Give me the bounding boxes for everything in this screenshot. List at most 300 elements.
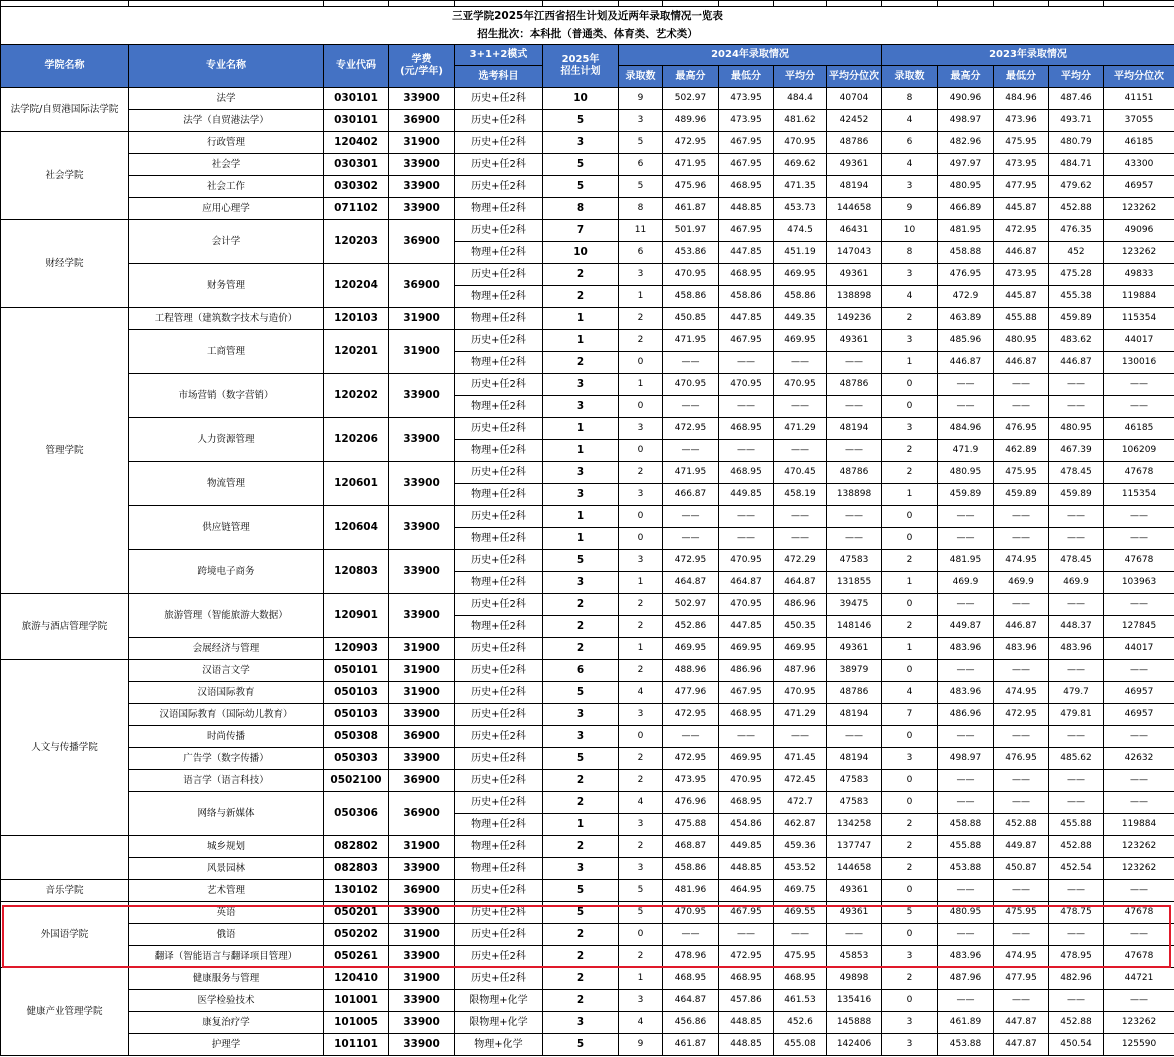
- y2023-max-score: ——: [938, 990, 994, 1012]
- subject-combo: 历史+任2科: [455, 506, 543, 528]
- y2023-max-score: 455.88: [938, 836, 994, 858]
- y2023-count: 3: [882, 330, 938, 352]
- y2023-max-score: 484.96: [938, 418, 994, 440]
- y2024-avg-rank: 47583: [827, 550, 882, 572]
- y2023-max-score: 482.96: [938, 132, 994, 154]
- table-subtitle: 招生批次：本科批（普通类、体育类、艺术类）: [1, 25, 1174, 45]
- y2023-avg-rank: ——: [1104, 726, 1174, 748]
- y2024-avg-score: 469.75: [774, 880, 827, 902]
- y2024-max-score: 453.86: [663, 242, 719, 264]
- tuition: 36900: [389, 220, 455, 264]
- y2023-avg-rank: 49096: [1104, 220, 1174, 242]
- table-row: [1, 594, 1174, 616]
- y2023-avg-score: 479.62: [1049, 176, 1104, 198]
- plan-2025: 1: [543, 440, 619, 462]
- plan-2025: 7: [543, 220, 619, 242]
- y2024-avg-rank: 48786: [827, 132, 882, 154]
- y2023-count: 4: [882, 154, 938, 176]
- y2023-min-score: 483.96: [994, 638, 1049, 660]
- y2023-avg-score: ——: [1049, 594, 1104, 616]
- y2023-min-score: 473.95: [994, 264, 1049, 286]
- y2024-min-score: 464.87: [719, 572, 774, 594]
- y2023-min-score: 445.87: [994, 286, 1049, 308]
- y2023-avg-rank: 44721: [1104, 968, 1174, 990]
- subject-combo: 历史+任2科: [455, 946, 543, 968]
- y2023-max-score: ——: [938, 924, 994, 946]
- y2024-count: 1: [619, 968, 663, 990]
- table-row: [1, 836, 1174, 858]
- y2023-avg-score: 479.7: [1049, 682, 1104, 704]
- y2023-avg-rank: 123262: [1104, 198, 1174, 220]
- tuition: 36900: [389, 264, 455, 308]
- plan-2025: 10: [543, 242, 619, 264]
- y2023-min-score: ——: [994, 726, 1049, 748]
- plan-2025: 2: [543, 836, 619, 858]
- y2023-avg-rank: 46957: [1104, 704, 1174, 726]
- major-code: 120206: [324, 418, 389, 462]
- major-name: 俄语: [129, 924, 324, 946]
- plan-2025: 2: [543, 352, 619, 374]
- y2023-min-score: 477.95: [994, 176, 1049, 198]
- y2023-avg-score: 485.62: [1049, 748, 1104, 770]
- y2024-min-score: 447.85: [719, 242, 774, 264]
- y2024-max-score: 502.97: [663, 594, 719, 616]
- subject-combo: 历史+任2科: [455, 330, 543, 352]
- y2023-max-score: 497.97: [938, 154, 994, 176]
- y2024-min-score: 468.95: [719, 176, 774, 198]
- subject-combo: 物理+任2科: [455, 528, 543, 550]
- y2024-max-score: 472.95: [663, 748, 719, 770]
- y2023-avg-rank: 103963: [1104, 572, 1174, 594]
- header-2024-rank: 平均分位次: [827, 66, 882, 88]
- subject-combo: 历史+任2科: [455, 462, 543, 484]
- y2023-count: 2: [882, 616, 938, 638]
- major-code: 0502100: [324, 770, 389, 792]
- y2023-avg-rank: 119884: [1104, 814, 1174, 836]
- y2024-max-score: 472.95: [663, 704, 719, 726]
- y2024-min-score: 473.95: [719, 110, 774, 132]
- y2024-avg-rank: 137747: [827, 836, 882, 858]
- table-row: [1, 748, 1174, 770]
- y2023-avg-rank: ——: [1104, 594, 1174, 616]
- y2024-max-score: 456.86: [663, 1012, 719, 1034]
- y2024-min-score: 457.86: [719, 990, 774, 1012]
- y2024-max-score: 469.95: [663, 638, 719, 660]
- y2024-avg-score: 453.52: [774, 858, 827, 880]
- y2023-count: 3: [882, 264, 938, 286]
- y2024-min-score: 449.85: [719, 836, 774, 858]
- y2024-avg-score: 472.7: [774, 792, 827, 814]
- y2023-min-score: ——: [994, 990, 1049, 1012]
- major-code: 082802: [324, 836, 389, 858]
- y2023-avg-rank: 130016: [1104, 352, 1174, 374]
- y2023-avg-score: 479.81: [1049, 704, 1104, 726]
- table-row: [1, 1012, 1174, 1034]
- y2024-max-score: ——: [663, 924, 719, 946]
- y2023-max-score: 458.88: [938, 814, 994, 836]
- y2023-avg-score: ——: [1049, 660, 1104, 682]
- y2024-min-score: ——: [719, 396, 774, 418]
- major-code: 120604: [324, 506, 389, 550]
- y2024-avg-rank: 138898: [827, 286, 882, 308]
- table-row: [1, 132, 1174, 154]
- y2024-count: 3: [619, 990, 663, 1012]
- y2024-min-score: 467.95: [719, 682, 774, 704]
- y2024-min-score: ——: [719, 726, 774, 748]
- major-name: 工程管理（建筑数字技术与造价）: [129, 308, 324, 330]
- y2024-count: 3: [619, 264, 663, 286]
- y2024-avg-rank: 149236: [827, 308, 882, 330]
- y2024-min-score: ——: [719, 506, 774, 528]
- y2024-max-score: 470.95: [663, 264, 719, 286]
- y2023-count: 1: [882, 638, 938, 660]
- tuition: 36900: [389, 770, 455, 792]
- y2024-max-score: 470.95: [663, 902, 719, 924]
- y2023-max-score: ——: [938, 880, 994, 902]
- y2023-count: 2: [882, 814, 938, 836]
- plan-2025: 3: [543, 462, 619, 484]
- y2023-count: 1: [882, 352, 938, 374]
- plan-2025: 3: [543, 704, 619, 726]
- y2024-min-score: 470.95: [719, 594, 774, 616]
- y2024-avg-score: 471.29: [774, 418, 827, 440]
- y2023-avg-score: 452.54: [1049, 858, 1104, 880]
- header-mode: 3+1+2模式: [455, 45, 543, 66]
- subject-combo: 物理+任2科: [455, 858, 543, 880]
- y2024-avg-rank: 147043: [827, 242, 882, 264]
- college-name: 健康产业管理学院: [1, 968, 129, 1056]
- y2023-avg-score: 467.39: [1049, 440, 1104, 462]
- table-body: [1, 1, 1174, 1056]
- header-2023-avg: 平均分: [1049, 66, 1104, 88]
- plan-2025: 10: [543, 88, 619, 110]
- table-row: [1, 418, 1174, 440]
- table-row: [1, 682, 1174, 704]
- major-code: 030302: [324, 176, 389, 198]
- y2023-min-score: 445.87: [994, 198, 1049, 220]
- subject-combo: 历史+任2科: [455, 792, 543, 814]
- college-name: 社会学院: [1, 132, 129, 220]
- y2024-max-score: 501.97: [663, 220, 719, 242]
- subject-combo: 限物理+化学: [455, 1012, 543, 1034]
- y2024-avg-rank: 145888: [827, 1012, 882, 1034]
- plan-2025: 2: [543, 638, 619, 660]
- subject-combo: 物理+任2科: [455, 440, 543, 462]
- y2024-max-score: 489.96: [663, 110, 719, 132]
- y2023-max-score: 483.96: [938, 682, 994, 704]
- y2023-count: 0: [882, 990, 938, 1012]
- tuition: 31900: [389, 330, 455, 374]
- y2023-avg-score: ——: [1049, 726, 1104, 748]
- table-row: [1, 770, 1174, 792]
- y2023-avg-rank: 123262: [1104, 858, 1174, 880]
- y2024-count: 6: [619, 154, 663, 176]
- y2023-max-score: 480.95: [938, 176, 994, 198]
- y2023-max-score: 476.95: [938, 264, 994, 286]
- y2023-max-score: 486.96: [938, 704, 994, 726]
- plan-2025: 1: [543, 814, 619, 836]
- major-code: 120103: [324, 308, 389, 330]
- subject-combo: 物理+任2科: [455, 352, 543, 374]
- y2024-avg-score: 484.4: [774, 88, 827, 110]
- y2023-min-score: 484.96: [994, 88, 1049, 110]
- plan-2025: 3: [543, 572, 619, 594]
- tuition: 33900: [389, 594, 455, 638]
- major-name: 翻译（智能语言与翻译项目管理）: [129, 946, 324, 968]
- plan-2025: 1: [543, 506, 619, 528]
- y2023-max-score: 453.88: [938, 1034, 994, 1056]
- y2024-avg-score: 472.45: [774, 770, 827, 792]
- y2023-count: 10: [882, 220, 938, 242]
- plan-2025: 2: [543, 968, 619, 990]
- table-row: [1, 176, 1174, 198]
- y2023-max-score: ——: [938, 660, 994, 682]
- major-code: 050308: [324, 726, 389, 748]
- y2024-count: 1: [619, 572, 663, 594]
- y2023-avg-rank: ——: [1104, 374, 1174, 396]
- header-2024: 2024年录取情况: [619, 45, 882, 66]
- y2024-min-score: 467.95: [719, 330, 774, 352]
- y2023-avg-score: 446.87: [1049, 352, 1104, 374]
- y2024-avg-rank: 40704: [827, 88, 882, 110]
- y2023-min-score: 472.95: [994, 220, 1049, 242]
- y2024-avg-score: 471.29: [774, 704, 827, 726]
- y2024-min-score: 470.95: [719, 550, 774, 572]
- y2023-avg-score: 483.62: [1049, 330, 1104, 352]
- y2023-min-score: 459.89: [994, 484, 1049, 506]
- y2023-max-score: 469.9: [938, 572, 994, 594]
- y2023-avg-score: ——: [1049, 990, 1104, 1012]
- y2023-avg-score: 483.96: [1049, 638, 1104, 660]
- y2023-min-score: 475.95: [994, 462, 1049, 484]
- tuition: 31900: [389, 968, 455, 990]
- y2024-avg-score: ——: [774, 440, 827, 462]
- y2024-avg-score: 451.19: [774, 242, 827, 264]
- y2023-min-score: ——: [994, 770, 1049, 792]
- major-name: 行政管理: [129, 132, 324, 154]
- y2024-avg-rank: 135416: [827, 990, 882, 1012]
- y2024-avg-rank: 48786: [827, 462, 882, 484]
- y2024-avg-score: 468.95: [774, 968, 827, 990]
- y2023-max-score: 459.89: [938, 484, 994, 506]
- major-name: 会展经济与管理: [129, 638, 324, 660]
- y2024-avg-score: 481.62: [774, 110, 827, 132]
- y2024-max-score: 468.87: [663, 836, 719, 858]
- y2023-min-score: 477.95: [994, 968, 1049, 990]
- y2023-avg-score: 476.35: [1049, 220, 1104, 242]
- tuition: 33900: [389, 1034, 455, 1056]
- y2023-count: 2: [882, 858, 938, 880]
- y2023-count: 0: [882, 924, 938, 946]
- y2023-count: 3: [882, 418, 938, 440]
- y2024-avg-rank: 48786: [827, 374, 882, 396]
- major-code: 050306: [324, 792, 389, 836]
- major-name: 应用心理学: [129, 198, 324, 220]
- y2024-count: 0: [619, 924, 663, 946]
- y2023-min-score: 447.87: [994, 1012, 1049, 1034]
- college-name: 人文与传播学院: [1, 660, 129, 836]
- y2023-max-score: 472.9: [938, 286, 994, 308]
- major-name: 法学（自贸港法学）: [129, 110, 324, 132]
- table-row: [1, 902, 1174, 924]
- major-name: 医学检验技术: [129, 990, 324, 1012]
- plan-2025: 8: [543, 198, 619, 220]
- major-name: 跨境电子商务: [129, 550, 324, 594]
- y2024-avg-rank: 49361: [827, 154, 882, 176]
- y2023-avg-rank: ——: [1104, 792, 1174, 814]
- y2024-avg-score: 469.95: [774, 638, 827, 660]
- y2024-count: 0: [619, 440, 663, 462]
- y2023-avg-rank: 37055: [1104, 110, 1174, 132]
- y2023-avg-rank: 123262: [1104, 836, 1174, 858]
- major-code: 120410: [324, 968, 389, 990]
- y2024-min-score: 467.95: [719, 132, 774, 154]
- table-row: [1, 506, 1174, 528]
- plan-2025: 2: [543, 616, 619, 638]
- tuition: 33900: [389, 990, 455, 1012]
- subject-combo: 历史+任2科: [455, 594, 543, 616]
- plan-2025: 5: [543, 682, 619, 704]
- major-code: 050101: [324, 660, 389, 682]
- y2023-count: 0: [882, 396, 938, 418]
- subject-combo: 历史+任2科: [455, 704, 543, 726]
- y2023-max-score: 449.87: [938, 616, 994, 638]
- table-row: [1, 374, 1174, 396]
- tuition: 33900: [389, 858, 455, 880]
- y2024-max-score: 472.95: [663, 132, 719, 154]
- major-name: 汉语言文学: [129, 660, 324, 682]
- y2023-avg-rank: 47678: [1104, 902, 1174, 924]
- y2023-count: 3: [882, 946, 938, 968]
- plan-2025: 1: [543, 528, 619, 550]
- y2024-avg-rank: 49361: [827, 330, 882, 352]
- y2023-min-score: ——: [994, 594, 1049, 616]
- major-name: 健康服务与管理: [129, 968, 324, 990]
- y2024-avg-rank: 47583: [827, 792, 882, 814]
- y2023-max-score: 463.89: [938, 308, 994, 330]
- y2024-avg-rank: 49361: [827, 264, 882, 286]
- y2023-avg-rank: ——: [1104, 770, 1174, 792]
- major-name: 语言学（语言科技）: [129, 770, 324, 792]
- y2024-count: 2: [619, 748, 663, 770]
- y2024-min-score: 468.95: [719, 704, 774, 726]
- y2023-count: 3: [882, 1034, 938, 1056]
- y2024-avg-score: 471.45: [774, 748, 827, 770]
- y2023-count: 5: [882, 902, 938, 924]
- table-row: [1, 704, 1174, 726]
- plan-2025: 2: [543, 946, 619, 968]
- y2024-count: 3: [619, 704, 663, 726]
- y2024-max-score: 475.96: [663, 176, 719, 198]
- y2023-avg-score: 478.95: [1049, 946, 1104, 968]
- y2023-avg-rank: 42632: [1104, 748, 1174, 770]
- y2024-avg-rank: 49361: [827, 880, 882, 902]
- header-2023-min: 最低分: [994, 66, 1049, 88]
- y2023-avg-score: 478.45: [1049, 462, 1104, 484]
- y2023-avg-rank: 43300: [1104, 154, 1174, 176]
- table-row: [1, 638, 1174, 660]
- y2023-avg-score: 482.96: [1049, 968, 1104, 990]
- y2023-count: 0: [882, 792, 938, 814]
- table-row: [1, 330, 1174, 352]
- major-name: 风景园林: [129, 858, 324, 880]
- plan-2025: 1: [543, 418, 619, 440]
- table-row: [1, 154, 1174, 176]
- y2023-count: 2: [882, 968, 938, 990]
- y2024-avg-score: ——: [774, 352, 827, 374]
- subject-combo: 历史+任2科: [455, 726, 543, 748]
- subject-combo: 物理+任2科: [455, 616, 543, 638]
- y2024-avg-score: 462.87: [774, 814, 827, 836]
- major-name: 会计学: [129, 220, 324, 264]
- table-row: [1, 264, 1174, 286]
- y2024-avg-rank: 47583: [827, 770, 882, 792]
- plan-2025: 5: [543, 110, 619, 132]
- plan-2025: 3: [543, 396, 619, 418]
- tuition: 33900: [389, 176, 455, 198]
- y2023-avg-rank: 49833: [1104, 264, 1174, 286]
- y2024-max-score: ——: [663, 506, 719, 528]
- major-name: 护理学: [129, 1034, 324, 1056]
- y2024-max-score: 464.87: [663, 572, 719, 594]
- y2024-avg-score: 464.87: [774, 572, 827, 594]
- table-row: [1, 198, 1174, 220]
- y2024-avg-score: 470.45: [774, 462, 827, 484]
- plan-2025: 3: [543, 484, 619, 506]
- y2024-avg-score: 469.95: [774, 330, 827, 352]
- y2023-avg-score: ——: [1049, 528, 1104, 550]
- plan-2025: 2: [543, 286, 619, 308]
- y2023-avg-rank: 41151: [1104, 88, 1174, 110]
- y2024-max-score: 476.96: [663, 792, 719, 814]
- y2023-count: 0: [882, 506, 938, 528]
- header-2023-count: 录取数: [882, 66, 938, 88]
- table-row: [1, 220, 1174, 242]
- y2023-min-score: ——: [994, 792, 1049, 814]
- y2023-max-score: 485.96: [938, 330, 994, 352]
- table-row: [1, 88, 1174, 110]
- subject-combo: 历史+任2科: [455, 682, 543, 704]
- y2023-avg-score: 480.79: [1049, 132, 1104, 154]
- y2023-max-score: 487.96: [938, 968, 994, 990]
- y2024-max-score: 471.95: [663, 462, 719, 484]
- y2024-avg-score: 459.36: [774, 836, 827, 858]
- y2024-avg-score: 455.08: [774, 1034, 827, 1056]
- major-code: 120901: [324, 594, 389, 638]
- y2024-avg-rank: 45853: [827, 946, 882, 968]
- y2023-max-score: ——: [938, 770, 994, 792]
- plan-2025: 5: [543, 154, 619, 176]
- y2024-count: 2: [619, 660, 663, 682]
- y2024-max-score: 471.95: [663, 154, 719, 176]
- tuition: 33900: [389, 374, 455, 418]
- subject-combo: 物理+任2科: [455, 484, 543, 506]
- y2023-min-score: 446.87: [994, 616, 1049, 638]
- y2023-avg-score: 452.88: [1049, 198, 1104, 220]
- y2024-min-score: 467.95: [719, 220, 774, 242]
- subject-combo: 历史+任2科: [455, 880, 543, 902]
- y2023-count: 1: [882, 484, 938, 506]
- plan-2025: 5: [543, 748, 619, 770]
- header-college: 学院名称: [1, 45, 129, 88]
- y2024-min-score: 448.85: [719, 1034, 774, 1056]
- y2024-avg-rank: 46431: [827, 220, 882, 242]
- major-name: 工商管理: [129, 330, 324, 374]
- y2024-count: 5: [619, 132, 663, 154]
- y2024-count: 5: [619, 902, 663, 924]
- y2024-max-score: 468.95: [663, 968, 719, 990]
- major-name: 汉语国际教育（国际幼儿教育）: [129, 704, 324, 726]
